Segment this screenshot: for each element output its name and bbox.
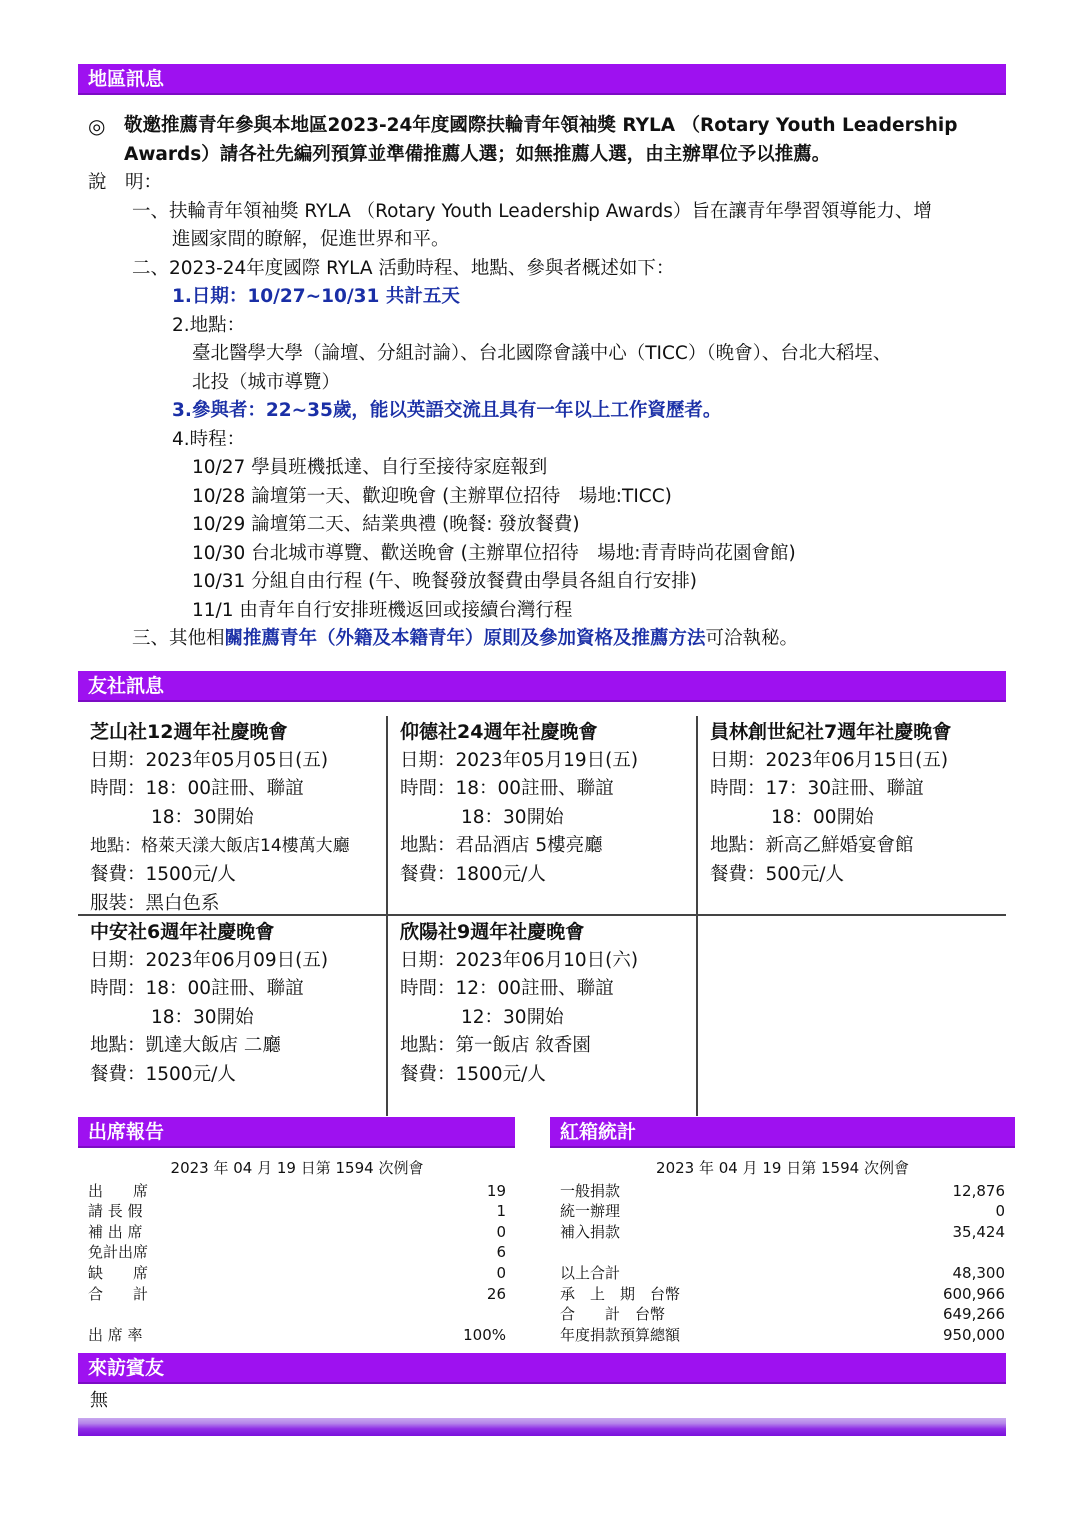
attendance-row — [88, 1284, 506, 1305]
schedule-item: 11/1 由青年自行安排班機返回或接續台灣行程 — [192, 599, 573, 621]
club-event-start: 12：30開始 — [461, 1006, 564, 1028]
club-event-date: 日期：2023年06月15日(五) — [710, 749, 949, 771]
club-event-fee: 餐費：1500元/人 — [90, 863, 236, 885]
attendance-row — [88, 1263, 506, 1284]
row-label: 出 席 — [88, 1181, 149, 1200]
redbox-header: 2023 年 04 月 19 日第 1594 次例會 — [656, 1159, 909, 1177]
club-event-time: 時間：12：00註冊、聯誼 — [400, 978, 614, 1000]
place-label: 2.地點： — [172, 314, 246, 336]
row-value: 0 — [496, 1263, 506, 1282]
district-section-header: 地區訊息 — [78, 64, 1006, 95]
redbox-row — [560, 1263, 1005, 1284]
row-label: 年度捐款預算總額 — [560, 1325, 681, 1344]
ryla-notice — [88, 112, 1003, 654]
row-value: 100% — [463, 1325, 506, 1344]
attendance-row — [88, 1181, 506, 1202]
item3-highlight: 關推薦青年（外籍及本籍青年）原則及參加資格及推薦方法 — [224, 628, 706, 649]
row-label: 請 長 假 — [88, 1202, 143, 1221]
club-event-title: 仰德社24週年社慶晚會 — [400, 721, 598, 743]
attendance-row — [88, 1242, 506, 1263]
club-event-date: 日期：2023年05月05日(五) — [90, 749, 329, 771]
club-event-fee: 餐費：1800元/人 — [400, 863, 546, 885]
club-event-date: 日期：2023年05月19日(五) — [400, 749, 639, 771]
club-event-start: 18：00開始 — [771, 806, 874, 828]
club-events-grid — [78, 716, 1006, 1116]
club-event-start: 18：30開始 — [461, 806, 564, 828]
club-event-card — [698, 716, 1006, 890]
row-value: 950,000 — [942, 1325, 1005, 1344]
club-event-fee: 餐費：1500元/人 — [90, 1063, 236, 1085]
club-event-date: 日期：2023年06月10日(六) — [400, 949, 639, 971]
schedule-label: 4.時程： — [172, 428, 246, 450]
visitors-text: 無 — [90, 1390, 108, 1411]
row-value: 6 — [496, 1243, 506, 1262]
row-label: 缺 席 — [88, 1263, 149, 1282]
row-label: 統一辦理 — [560, 1202, 621, 1221]
attendance-rate-row — [88, 1325, 506, 1346]
club-event-time: 時間：17：30註冊、聯誼 — [710, 778, 924, 800]
row-value: 12,876 — [952, 1181, 1005, 1200]
event-date: 1.日期：10/27~10/31 共計五天 — [172, 286, 460, 307]
club-event-card — [78, 716, 386, 918]
notice-lead-line1: 敬邀推薦青年參與本地區2023-24年度國際扶輪青年領袖獎 RYLA （Rotary Youth Leadership — [124, 115, 958, 136]
club-event-place: 地點：凱達大飯店 二廳 — [90, 1035, 281, 1057]
schedule-item: 10/29 論壇第二天、結業典禮 (晚餐: 發放餐費) — [192, 514, 580, 535]
schedule-item: 10/31 分組自由行程 (午、晚餐發放餐費由學員各組自行安排) — [192, 571, 698, 592]
redbox-row — [560, 1181, 1005, 1202]
club-event-place: 地點：新高乙鮮婚宴會館 — [710, 835, 914, 857]
bullet-icon: ◎ — [88, 114, 106, 138]
row-label: 承 上 期 台幣 — [560, 1284, 681, 1303]
item1-line1: 一、扶輪青年領袖獎 RYLA （Rotary Youth Leadership Awards）旨在讓青年學習領導能力、增 — [132, 200, 932, 222]
club-event-fee: 餐費：500元/人 — [710, 863, 845, 885]
schedule-item: 10/27 學員班機抵達、自行至接待家庭報到 — [192, 457, 548, 478]
club-section-header: 友社訊息 — [78, 671, 1006, 702]
redbox-row — [560, 1201, 1005, 1222]
club-event-title: 芝山社12週年社慶晚會 — [90, 721, 288, 743]
row-value: 1 — [496, 1202, 506, 1221]
club-event-start: 18：30開始 — [151, 806, 254, 828]
row-value: 0 — [995, 1202, 1005, 1221]
attendance-section-header: 出席報告 — [78, 1117, 515, 1148]
visitors-section-header: 來訪賓友 — [78, 1353, 1006, 1384]
club-event-title: 中安社6週年社慶晚會 — [90, 921, 275, 943]
club-event-card — [78, 916, 386, 1090]
participants: 3.參與者：22~35歲，能以英語交流且具有一年以上工作資歷者。 — [172, 400, 722, 421]
row-label: 出 席 率 — [88, 1325, 143, 1344]
footer-bar — [78, 1418, 1006, 1436]
row-label: 合 計 台幣 — [560, 1305, 666, 1324]
club-event-place: 地點：格萊天漾大飯店14樓萬大廳 — [90, 836, 350, 857]
row-value: 600,966 — [942, 1284, 1005, 1303]
item2-line: 二、2023-24年度國際 RYLA 活動時程、地點、參與者概述如下： — [132, 257, 675, 279]
notice-lead-line2: Awards）請各社先編列預算並準備推薦人選；如無推薦人選，由主辦單位予以推薦。 — [124, 143, 831, 165]
club-event-place: 地點：第一飯店 敘香園 — [400, 1035, 591, 1057]
club-event-title: 欣陽社9週年社慶晚會 — [400, 921, 585, 943]
row-value: 0 — [496, 1222, 506, 1241]
row-label: 補 出 席 — [88, 1222, 143, 1241]
row-value: 26 — [486, 1284, 506, 1303]
club-event-title: 員林創世紀社7週年社慶晚會 — [710, 721, 952, 743]
attendance-report — [88, 1158, 506, 1345]
place-line2: 北投（城市導覽） — [192, 371, 341, 393]
club-event-card — [388, 716, 696, 890]
attendance-row — [88, 1201, 506, 1222]
place-line1: 臺北醫學大學（論壇、分組討論）、台北國際會議中心（TICC）（晚會）、台北大稻埕、 — [192, 343, 892, 364]
club-event-start: 18：30開始 — [151, 1006, 254, 1028]
item3-line — [88, 625, 1003, 654]
row-label: 合 計 — [88, 1284, 149, 1303]
club-event-dress: 服裝：黑白色系 — [90, 892, 220, 914]
redbox-row — [560, 1304, 1005, 1325]
redbox-row — [560, 1325, 1005, 1346]
row-label: 補入捐款 — [560, 1222, 621, 1241]
redbox-section-header: 紅箱統計 — [550, 1117, 1015, 1148]
club-event-place: 地點：君品酒店 5樓亮廳 — [400, 835, 603, 857]
club-event-time: 時間：18：00註冊、聯誼 — [90, 778, 304, 800]
row-value: 48,300 — [952, 1263, 1005, 1282]
club-event-card — [388, 916, 696, 1090]
row-label: 免計出席 — [88, 1243, 149, 1262]
schedule-item: 10/28 論壇第一天、歡迎晚會 (主辦單位招待 場地:TICC) — [192, 485, 672, 507]
attendance-header: 2023 年 04 月 19 日第 1594 次例會 — [170, 1159, 424, 1177]
item1-line2: 進國家間的瞭解，促進世界和平。 — [172, 229, 450, 250]
row-value: 649,266 — [942, 1305, 1005, 1324]
redbox-report — [560, 1158, 1005, 1345]
row-value: 19 — [486, 1181, 506, 1200]
item3-prefix: 三、其他相 — [132, 628, 225, 649]
item3-suffix: 可洽執秘。 — [705, 628, 799, 649]
club-event-fee: 餐費：1500元/人 — [400, 1063, 546, 1085]
row-label: 以上合計 — [560, 1263, 621, 1282]
row-value: 35,424 — [952, 1222, 1005, 1241]
club-event-date: 日期：2023年06月09日(五) — [90, 949, 329, 971]
explain-label: 說 明： — [88, 172, 163, 193]
redbox-row — [560, 1222, 1005, 1243]
attendance-row — [88, 1222, 506, 1243]
club-event-time: 時間：18：00註冊、聯誼 — [90, 978, 304, 1000]
row-label: 一般捐款 — [560, 1181, 621, 1200]
club-event-time: 時間：18：00註冊、聯誼 — [400, 778, 614, 800]
schedule-item: 10/30 台北城市導覽、歡送晚會 (主辦單位招待 場地:青青時尚花園會館) — [192, 542, 796, 564]
redbox-row — [560, 1284, 1005, 1305]
